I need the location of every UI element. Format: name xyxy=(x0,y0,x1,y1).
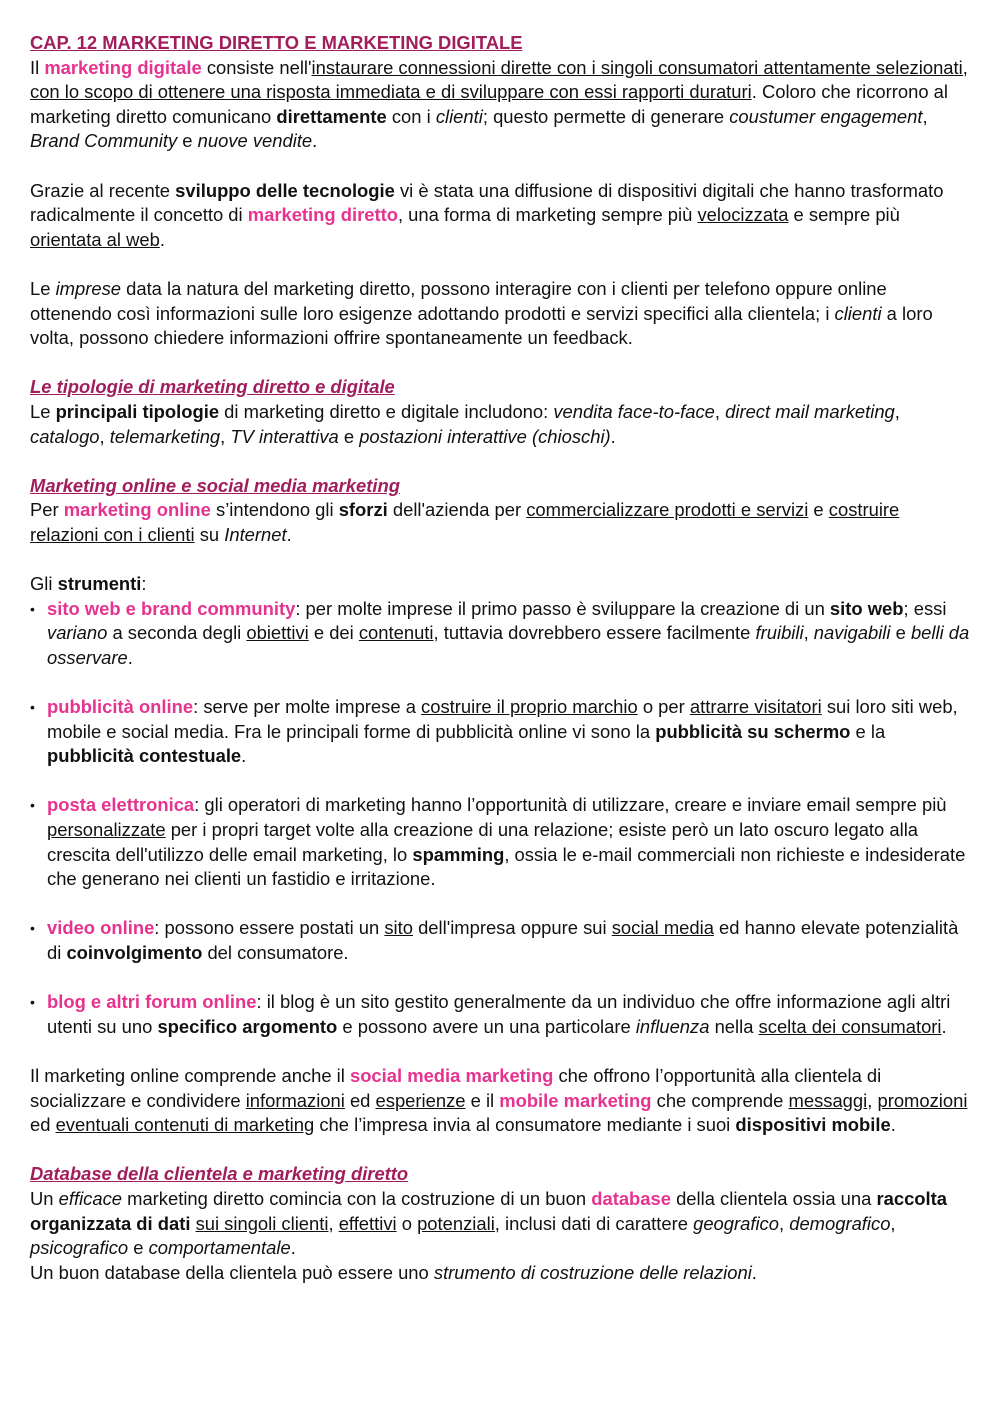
section-heading-online: Marketing online e social media marketing xyxy=(30,474,400,496)
list-item-posta-elettronica: • posta elettronica: gli operatori di marketing hanno l’opportunità di utilizzare, creare e inviare email sempre più personalizzate per i propri target volte alla creazione di una relazione; esiste però un lato oscuro legato alla crescita dell'utilizzo delle email marketing, lo spamming, ossia le e-mail commerciali non richieste e indesiderate che generano nei clienti un fastidio e irritazione. xyxy=(30,793,970,891)
chapter-title: CAP. 12 MARKETING DIRETTO E MARKETING DIGITALE xyxy=(30,32,523,53)
database-paragraph-1: Un efficace marketing diretto comincia con la costruzione di un buon database della clientela ossia una raccolta organizzata di dati sui singoli clienti, effettivi o potenziali, inclusi dati di carattere geografico, demografico, psicografico e comportamentale. xyxy=(30,1187,948,1259)
list-item-blog-forum: • blog e altri forum online: il blog è un sito gestito generalmente da un individuo che offre informazione agli altri utenti su uno specifico argomento e possono avere un una particolare influenza nella scelta dei consumatori. xyxy=(30,990,970,1039)
strumenti-label: Gli strumenti: xyxy=(30,573,147,595)
strumenti-list xyxy=(30,597,970,671)
database-paragraph-2: Un buon database della clientela può essere uno strumento di costruzione delle relazioni. xyxy=(30,1261,757,1283)
strumenti-list xyxy=(30,695,970,769)
strumenti-list xyxy=(30,990,970,1039)
online-closing-paragraph: Il marketing online comprende anche il social media marketing che offrono l’opportunità alla clientela di socializzare e condividere informazioni ed esperienze e il mobile marketing che comprende messaggi, promozioni ed eventuali contenuti di marketing che l’impresa invia al consumatore mediante i suoi dispositivi mobile. xyxy=(30,1064,968,1136)
section-heading-database: Database della clientela e marketing diretto xyxy=(30,1163,409,1185)
intro-paragraph-1: Il marketing digitale consiste nell'instaurare connessioni dirette con i singoli consumatori attentamente selezionati, con lo scopo di ottenere una risposta immediata e di sviluppare con essi rapporti duraturi. Coloro che ricorrono al marketing diretto comunicano direttamente con i clienti; questo permette di generare coustumer engagement, Brand Community e nuove vendite. xyxy=(30,56,968,152)
section-heading-tipologie: Le tipologie di marketing diretto e digitale xyxy=(30,376,395,398)
online-paragraph: Per marketing online s’intendono gli sforzi dell'azienda per commercializzare prodotti e servizi e costruire relazioni con i clienti su Internet. xyxy=(30,499,900,545)
list-item-pubblicita-online: • pubblicità online: serve per molte imprese a costruire il proprio marchio o per attrarre visitatori sui loro siti web, mobile e social media. Fra le principali forme di pubblicità online vi sono la pubblicità su schermo e la pubblicità contestuale. xyxy=(30,695,970,769)
strumenti-list xyxy=(30,916,970,965)
intro-paragraph-3: Le imprese data la natura del marketing diretto, possono interagire con i clienti per telefono oppure online ottenendo così informazioni sulle loro esigenze adottando prodotti e servizi specifici alla clientela; i clienti a loro volta, possono chiedere informazioni offrire spontaneamente un feedback. xyxy=(30,277,933,349)
list-item-sito-web: • sito web e brand community: per molte imprese il primo passo è sviluppare la creazione di un sito web; essi variano a seconda degli obiettivi e dei contenuti, tuttavia dovrebbero essere facilmente fruibili, navigabili e belli da osservare. xyxy=(30,597,970,671)
tipologie-paragraph: Le principali tipologie di marketing diretto e digitale includono: vendita face-to-face, direct mail marketing, catalogo, telemarketing, TV interattiva e postazioni interattive (chioschi). xyxy=(30,400,900,447)
strumenti-list xyxy=(30,793,970,891)
list-item-video-online: • video online: possono essere postati un sito dell'impresa oppure sui social media ed hanno elevate potenzialità di coinvolgimento del consumatore. xyxy=(30,916,970,965)
intro-paragraph-2: Grazie al recente sviluppo delle tecnologie vi è stata una diffusione di dispositivi digitali che hanno trasformato radicalmente il concetto di marketing diretto, una forma di marketing sempre più velocizzata e sempre più orientata al web. xyxy=(30,179,944,250)
